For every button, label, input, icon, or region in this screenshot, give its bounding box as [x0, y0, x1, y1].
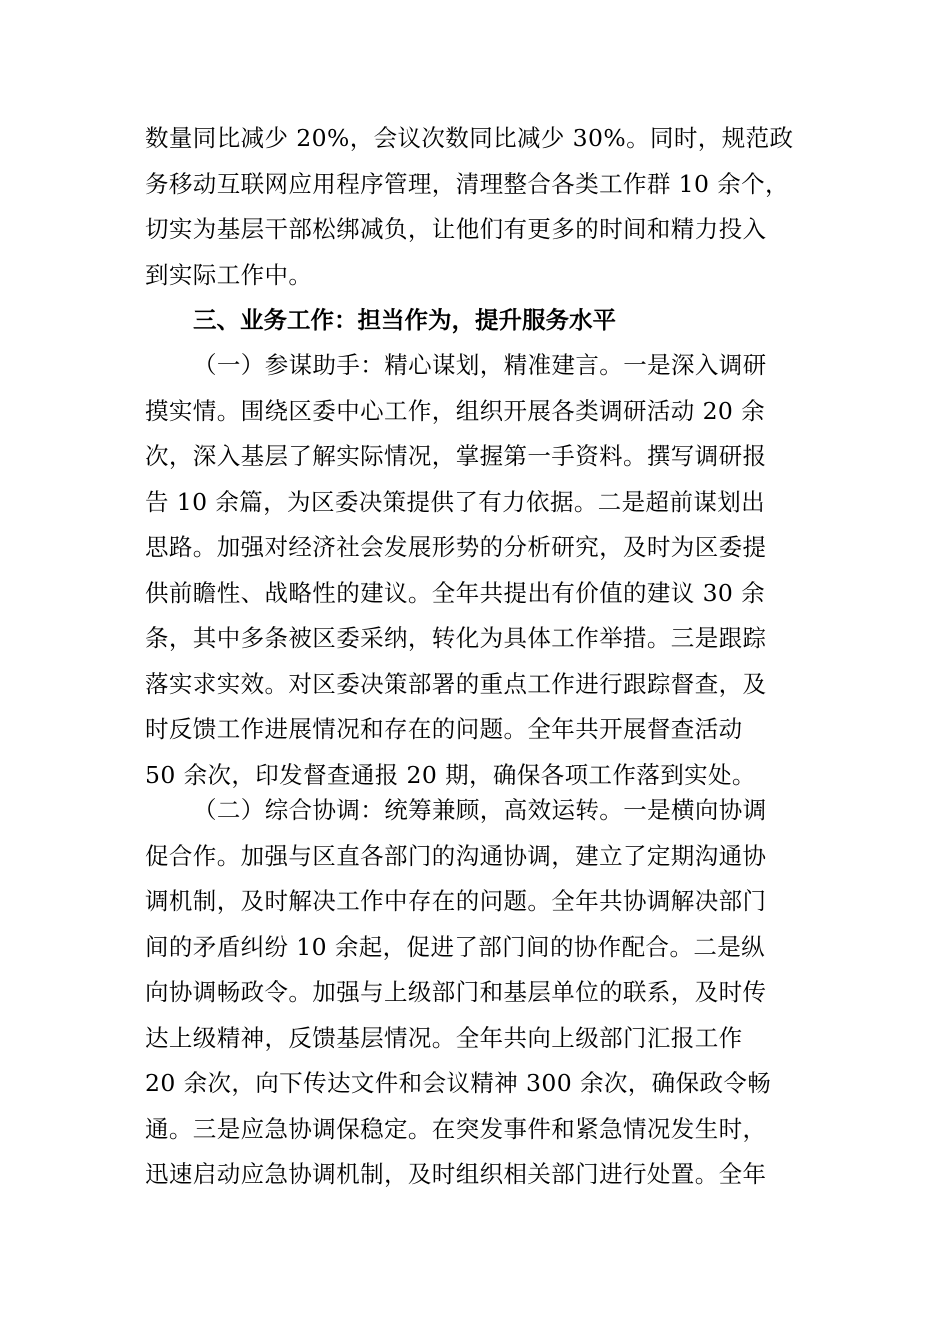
text-line: 次，深入基层了解实际情况，掌握第一手资料。撰写调研报 [145, 442, 767, 470]
subsection-1-paragraph [145, 343, 810, 798]
text-line: 促合作。加强与区直各部门的沟通协调，建立了定期沟通协 [145, 841, 767, 870]
subsection-1-first-line: （一）参谋助手：精心谋划，精准建言。一是深入调研 [193, 351, 767, 379]
text-line: 调机制，及时解决工作中存在的问题。全年共协调解决部门 [145, 887, 767, 915]
text-line: 迅速启动应急协调机制，及时组织相关部门进行处置。全年 [145, 1160, 767, 1188]
text-line: 通。三是应急协调保稳定。在突发事件和紧急情况发生时， [145, 1114, 767, 1143]
text-line: 20 余次，向下传达文件和会议精神 300 余次，确保政令畅 [145, 1069, 772, 1097]
text-line: 告 10 余篇，为区委决策提供了有力依据。二是超前谋划出 [145, 487, 766, 516]
section-heading: 三、业务工作：担当作为，提升服务水平 [193, 306, 616, 334]
text-line: 务移动互联网应用程序管理，清理整合各类工作群 10 余个， [145, 169, 789, 198]
text-line: 达上级精神，反馈基层情况。全年共向上级部门汇报工作 [145, 1023, 743, 1052]
text-line: 摸实情。围绕区委中心工作，组织开展各类调研活动 20 余 [145, 396, 766, 425]
text-line: 供前瞻性、战略性的建议。全年共提出有价值的建议 30 余 [145, 578, 766, 607]
text-line: 到实际工作中。 [145, 260, 313, 289]
text-line: 数量同比减少 20%，会议次数同比减少 30%。同时，规范政 [145, 124, 794, 152]
text-line: 向协调畅政令。加强与上级部门和基层单位的联系，及时传 [145, 978, 767, 1006]
subsection-2-paragraph [145, 788, 810, 1198]
text-line: 50 余次，印发督查通报 20 期，确保各项工作落到实处。 [145, 760, 756, 789]
text-line: 切实为基层干部松绑减负，让他们有更多的时间和精力投入 [145, 215, 767, 243]
text-line: 思路。加强对经济社会发展形势的分析研究，及时为区委提 [145, 533, 767, 561]
text-line: 时反馈工作进展情况和存在的问题。全年共开展督查活动 [145, 715, 743, 743]
paragraph-carryover [145, 116, 810, 344]
text-line: 条，其中多条被区委采纳，转化为具体工作举措。三是跟踪 [145, 624, 767, 652]
text-line: 间的矛盾纠纷 10 余起，促进了部门间的协作配合。二是纵 [145, 932, 766, 961]
text-line: 落实求实效。对区委决策部署的重点工作进行跟踪督查，及 [145, 669, 767, 698]
subsection-2-first-line: （二）综合协调：统筹兼顾，高效运转。一是横向协调 [193, 796, 767, 824]
